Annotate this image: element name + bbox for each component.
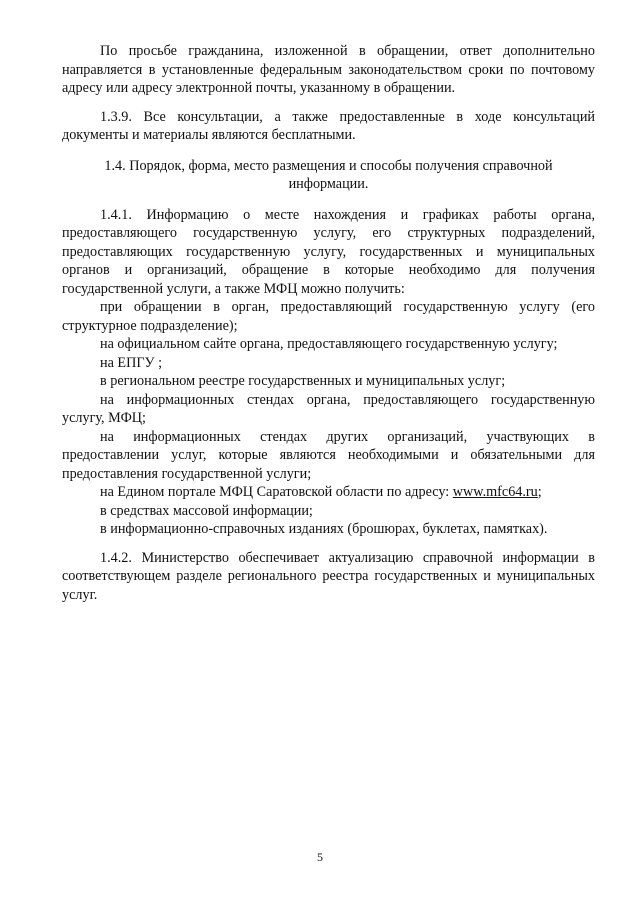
list-item: в региональном реестре государственных и муниципальных услуг; — [100, 373, 506, 389]
section-heading-1-4: 1.4. Порядок, форма, место размещения и способы получения справочной информации. — [104, 157, 553, 192]
portal-prefix: на Едином портале МФЦ Саратовской области по адресу: — [100, 484, 453, 500]
list-item: на ЕПГУ ; — [100, 354, 163, 371]
list-item: на информационных стендах органа, предоставляющего государственную услугу, МФЦ; — [62, 391, 595, 426]
paragraph-1-3-9: 1.3.9. Все консультации, а также предоставленные в ходе консультаций документы и материалы являются бесплатными. — [62, 108, 595, 143]
list-item-portal — [62, 483, 595, 502]
page-number: 5 — [317, 850, 323, 864]
list-item: в средствах массовой информации; — [100, 502, 313, 519]
list-item: в информационно-справочных изданиях (брошюрах, буклетах, памятках). — [100, 521, 548, 537]
list-item: при обращении в орган, предоставляющий государственную услугу (его структурное подразделение); — [62, 299, 595, 334]
paragraph-1-4-2: 1.4.2. Министерство обеспечивает актуализацию справочной информации в соответствующем разделе регионального реестра государственных и муниципальных услуг. — [62, 549, 595, 603]
list-item: на информационных стендах других организаций, участвующих в предоставлении услуг, которые являются необходимыми и обязательными для предоставления государственной услуги; — [62, 428, 595, 482]
document-page — [62, 42, 595, 604]
mfc-portal-link[interactable]: www.mfc64.ru — [452, 484, 538, 500]
paragraph-response-delivery: По просьбе гражданина, изложенной в обращении, ответ дополнительно направляется в установленные федеральным законодательством сроки по почтовому адресу или адресу электронной почты, указанному в обращении. — [62, 43, 595, 96]
paragraph-1-4-1: 1.4.1. Информацию о месте нахождения и графиках работы органа, предоставляющего государственную услугу, его структурных подразделений, предоставляющих государственную услугу, государственных и муниципальных органов и организаций, обращение в которые необходимо для получения государственной услуги, а также МФЦ можно получить: — [62, 206, 595, 297]
list-item: на официальном сайте органа, предоставляющего государственную услугу; — [100, 336, 558, 352]
portal-suffix: ; — [537, 484, 542, 500]
